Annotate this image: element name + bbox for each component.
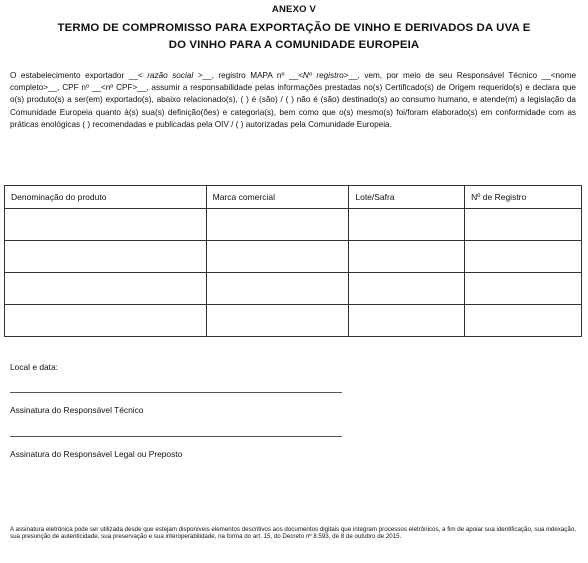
column-header-lote-safra: Lote/Safra bbox=[349, 186, 465, 209]
table-cell[interactable] bbox=[465, 273, 582, 305]
column-header-marca: Marca comercial bbox=[206, 186, 349, 209]
title-line-1: TERMO DE COMPROMISSO PARA EXPORTAÇÃO DE VINHO E DERIVADOS DA UVA E bbox=[57, 22, 531, 34]
table-cell[interactable] bbox=[5, 305, 207, 337]
annex-label: ANEXO V bbox=[271, 4, 317, 15]
table-cell[interactable] bbox=[349, 241, 465, 273]
declaration-part-3: __, vem, por meio de seu Responsável Técnico __<nome completo>__, CPF nº __<nº CPF>__, assumir a responsabilidade pelas informações prestadas no(s) Certificado(s) de Origem requerido(s) e declara que o(s) produto(s) a ser(em) exportado(s), abaixo relacionado(s), ( ) é (são) / ( ) não é (são) destinado(s) ao consumo humano, e atende(m) a legislação da Comunidade Europeia quanto à(s) sua(s) definição(ões) e categoria(s), bem como que o(s) mesmo(s) foi/foram elaborado(s) em conformidade com as práticas enológicas ( ) recomendadas e publicadas pela OIV / ( ) autorizadas pela Comunidade Europeia. bbox=[10, 71, 576, 129]
table-cell[interactable] bbox=[206, 305, 349, 337]
products-table bbox=[4, 185, 582, 337]
registro-placeholder: <Nº registro> bbox=[298, 71, 349, 80]
table-cell[interactable] bbox=[5, 209, 207, 241]
title-line-2: DO VINHO PARA A COMUNIDADE EUROPEIA bbox=[168, 39, 420, 51]
table-cell[interactable] bbox=[465, 241, 582, 273]
table-cell[interactable] bbox=[5, 273, 207, 305]
column-header-denominacao: Denominação do produto bbox=[5, 186, 207, 209]
footer-note: A assinatura eletrônica pode ser utilizada desde que estejam disponíveis elementos descritivos aos documentos digitais que integram processos eletrônicos, a fim de apoiar sua identificação, sua indexação, sua presunção de autenticidade, sua preservação e sua interoperabilidade, na forma do art. 15, do Decreto nº 8.593, de 8 de outubro de 2015. bbox=[10, 526, 576, 541]
table-cell[interactable] bbox=[465, 305, 582, 337]
responsavel-tecnico-label: Assinatura do Responsável Técnico bbox=[10, 405, 144, 415]
table-cell[interactable] bbox=[349, 273, 465, 305]
razao-social-placeholder: < razão social > bbox=[137, 71, 203, 80]
declaration-part-2: __, registro MAPA nº __ bbox=[202, 71, 299, 80]
table-row bbox=[5, 241, 582, 273]
table-row bbox=[5, 209, 582, 241]
declaration-paragraph bbox=[10, 70, 576, 131]
table-cell[interactable] bbox=[349, 305, 465, 337]
table-cell[interactable] bbox=[5, 241, 207, 273]
table-row bbox=[5, 305, 582, 337]
table-header-row bbox=[5, 186, 582, 209]
table-cell[interactable] bbox=[206, 209, 349, 241]
table-cell[interactable] bbox=[349, 209, 465, 241]
local-data-label: Local e data: bbox=[10, 362, 58, 372]
local-data-line bbox=[10, 392, 342, 393]
document-title bbox=[10, 20, 578, 54]
responsavel-tecnico-signature-line bbox=[10, 436, 342, 437]
table-cell[interactable] bbox=[465, 209, 582, 241]
responsavel-legal-label: Assinatura do Responsável Legal ou Preposto bbox=[10, 449, 183, 459]
table-cell[interactable] bbox=[206, 273, 349, 305]
declaration-part-1: O estabelecimento exportador __ bbox=[10, 71, 138, 80]
table-row bbox=[5, 273, 582, 305]
column-header-registro: Nº de Registro bbox=[465, 186, 582, 209]
table-cell[interactable] bbox=[206, 241, 349, 273]
